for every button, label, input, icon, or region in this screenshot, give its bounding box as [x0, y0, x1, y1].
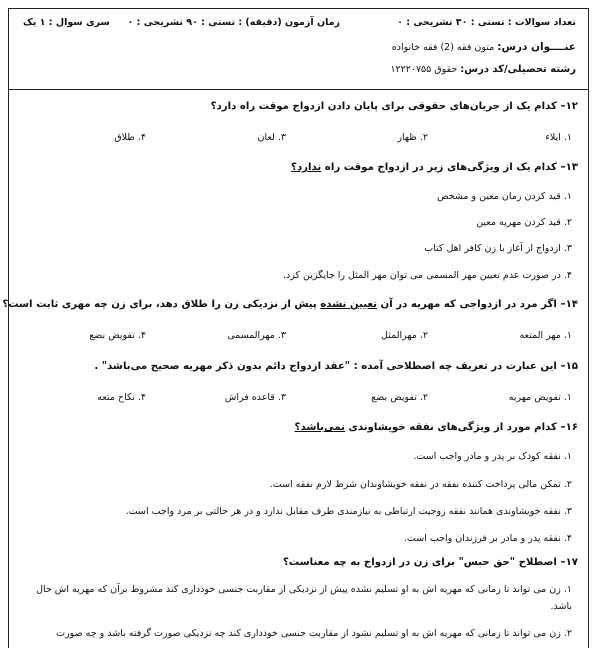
- option-1[interactable]: ۱. مهر المتعه: [519, 330, 572, 341]
- option-2[interactable]: ۲. قید کردن مهریه معین: [476, 217, 572, 228]
- lesson-value: متون فقه (2) فقه خانواده: [391, 42, 498, 53]
- question-title: [19, 162, 578, 173]
- option-2[interactable]: ۲. تفویض بضع: [371, 392, 428, 403]
- question-15: [19, 361, 578, 403]
- question-text: این عبارت در تعریف چه اصطلاحی آمده : "عقد ازدواج دائم بدون ذکر مهریه صحیح می‌باشد" .: [94, 361, 561, 372]
- question-12: [19, 101, 578, 143]
- option-2[interactable]: ۲. مهرالمثل: [381, 330, 428, 341]
- exam-sheet: [2, 8, 589, 648]
- question-count: تعداد سوالات : تستی : ۳۰ تشریحی : ۰: [397, 17, 576, 28]
- question-text: اصطلاح "حق حبس" برای زن در ازدواج به چه معناست؟: [282, 557, 561, 568]
- option-2[interactable]: ۲. ظهار: [397, 132, 428, 143]
- option-4[interactable]: ۴. در صورت عدم تعیین مهر المسمی می توان مهر المثل را جایگزین کرد.: [282, 270, 572, 281]
- option-1[interactable]: ۱. زن می تواند تا زمانی که مهریه اش به او تسلیم نشده پیش از نزدیکی از مقاربت جنسی خودداری کند مشروط برآن که مهریه اش حال باشد.: [36, 584, 572, 612]
- lesson-label: عنــــوان درس:: [497, 41, 576, 53]
- field-code: [390, 64, 576, 75]
- question-text: کدام یک از جریان‌های حقوقی برای پایان دادن ازدواج موقت راه دارد؟: [210, 101, 561, 112]
- exam-header: [9, 9, 588, 90]
- question-text-rest: پیش از نزدیکی زن را طلاق دهد، برای زن چه مهری ثابت است؟: [2, 299, 321, 310]
- option-3[interactable]: ۳. ازدواج از آغاز با زن کافر اهل کتاب: [424, 243, 572, 254]
- question-title: [19, 361, 578, 372]
- question-title: [19, 557, 578, 568]
- option-3[interactable]: ۳. نفقه خویشاوندی همانند نفقه زوجیت ارتباطی به نیازمندی طرف مقابل ندارد و در هر حالتی بر مرد واجب است.: [125, 506, 572, 517]
- question-title: [19, 101, 578, 112]
- option-1[interactable]: ۱. ایلاء: [545, 132, 572, 143]
- question-number: ۱۶–: [560, 422, 578, 433]
- option-4[interactable]: ۴. طلاق: [114, 132, 146, 143]
- question-text-underlined: نمی‌باشد؟: [294, 422, 345, 433]
- option-1[interactable]: ۱. قید کردن زمان معین و مشخص: [437, 191, 572, 202]
- question-number: ۱۲–: [560, 101, 578, 112]
- question-text: کدام یک از ویژگی‌های زیر در ازدواج موقت راه: [321, 162, 561, 173]
- question-number: ۱۳–: [560, 162, 578, 173]
- question-number: ۱۷–: [560, 557, 578, 568]
- option-1[interactable]: ۱. تفویض مهریه: [508, 392, 572, 403]
- question-title: [19, 422, 578, 433]
- question-13: [19, 162, 578, 281]
- option-4[interactable]: ۴. نکاح متعه: [97, 392, 146, 403]
- question-number: ۱۵–: [560, 361, 578, 372]
- question-title: [2, 299, 578, 310]
- option-3[interactable]: ۳. قاعده فراش: [224, 392, 286, 403]
- question-text: اگر مرد در ازدواجی که مهریه در آن: [377, 299, 561, 310]
- question-series: سری سوال : ۱ یک: [23, 17, 110, 28]
- field-value: حقوق ۱۲۲۲۰۷۵۵: [390, 64, 461, 75]
- option-4[interactable]: ۴. نفقه پدر و مادر بر فرزندان واجب است.: [403, 533, 572, 544]
- question-16: [19, 422, 578, 544]
- option-2[interactable]: ۲. تمکن مالی پرداخت کننده نفقه در نفقه خویشاوندان شرط لازم نفقه است.: [269, 479, 572, 490]
- lesson-title: [392, 41, 576, 53]
- question-14: [2, 299, 578, 341]
- question-text-underlined: ندارد؟: [291, 162, 322, 173]
- option-3[interactable]: ۳. مهرالمسمی: [227, 330, 286, 341]
- option-2[interactable]: ۲. زن می تواند تا زمانی که مهریه اش به او تسلیم نشود از مقاربت جنسی خودداری کند چه نزدیکی صورت گرفته باشد و چه صورت: [56, 628, 572, 639]
- question-text: کدام مورد از ویژگی‌های نفقه خویشاوندی: [344, 422, 561, 433]
- question-17: [19, 557, 578, 639]
- field-label: رشته تحصیلی/کد درس:: [460, 64, 576, 75]
- option-3[interactable]: ۳. لعان: [257, 132, 286, 143]
- exam-time: زمان آزمون (دقیقه) : تستی : ۹۰ تشریحی : ۰: [127, 17, 340, 28]
- option-4[interactable]: ۴. تفویض بضع: [89, 330, 146, 341]
- question-number: ۱۴–: [560, 299, 578, 310]
- question-text-underlined: تعیین نشده: [320, 299, 377, 310]
- option-1[interactable]: ۱. نفقه کودک بر پدر و مادر واجب است.: [413, 451, 572, 462]
